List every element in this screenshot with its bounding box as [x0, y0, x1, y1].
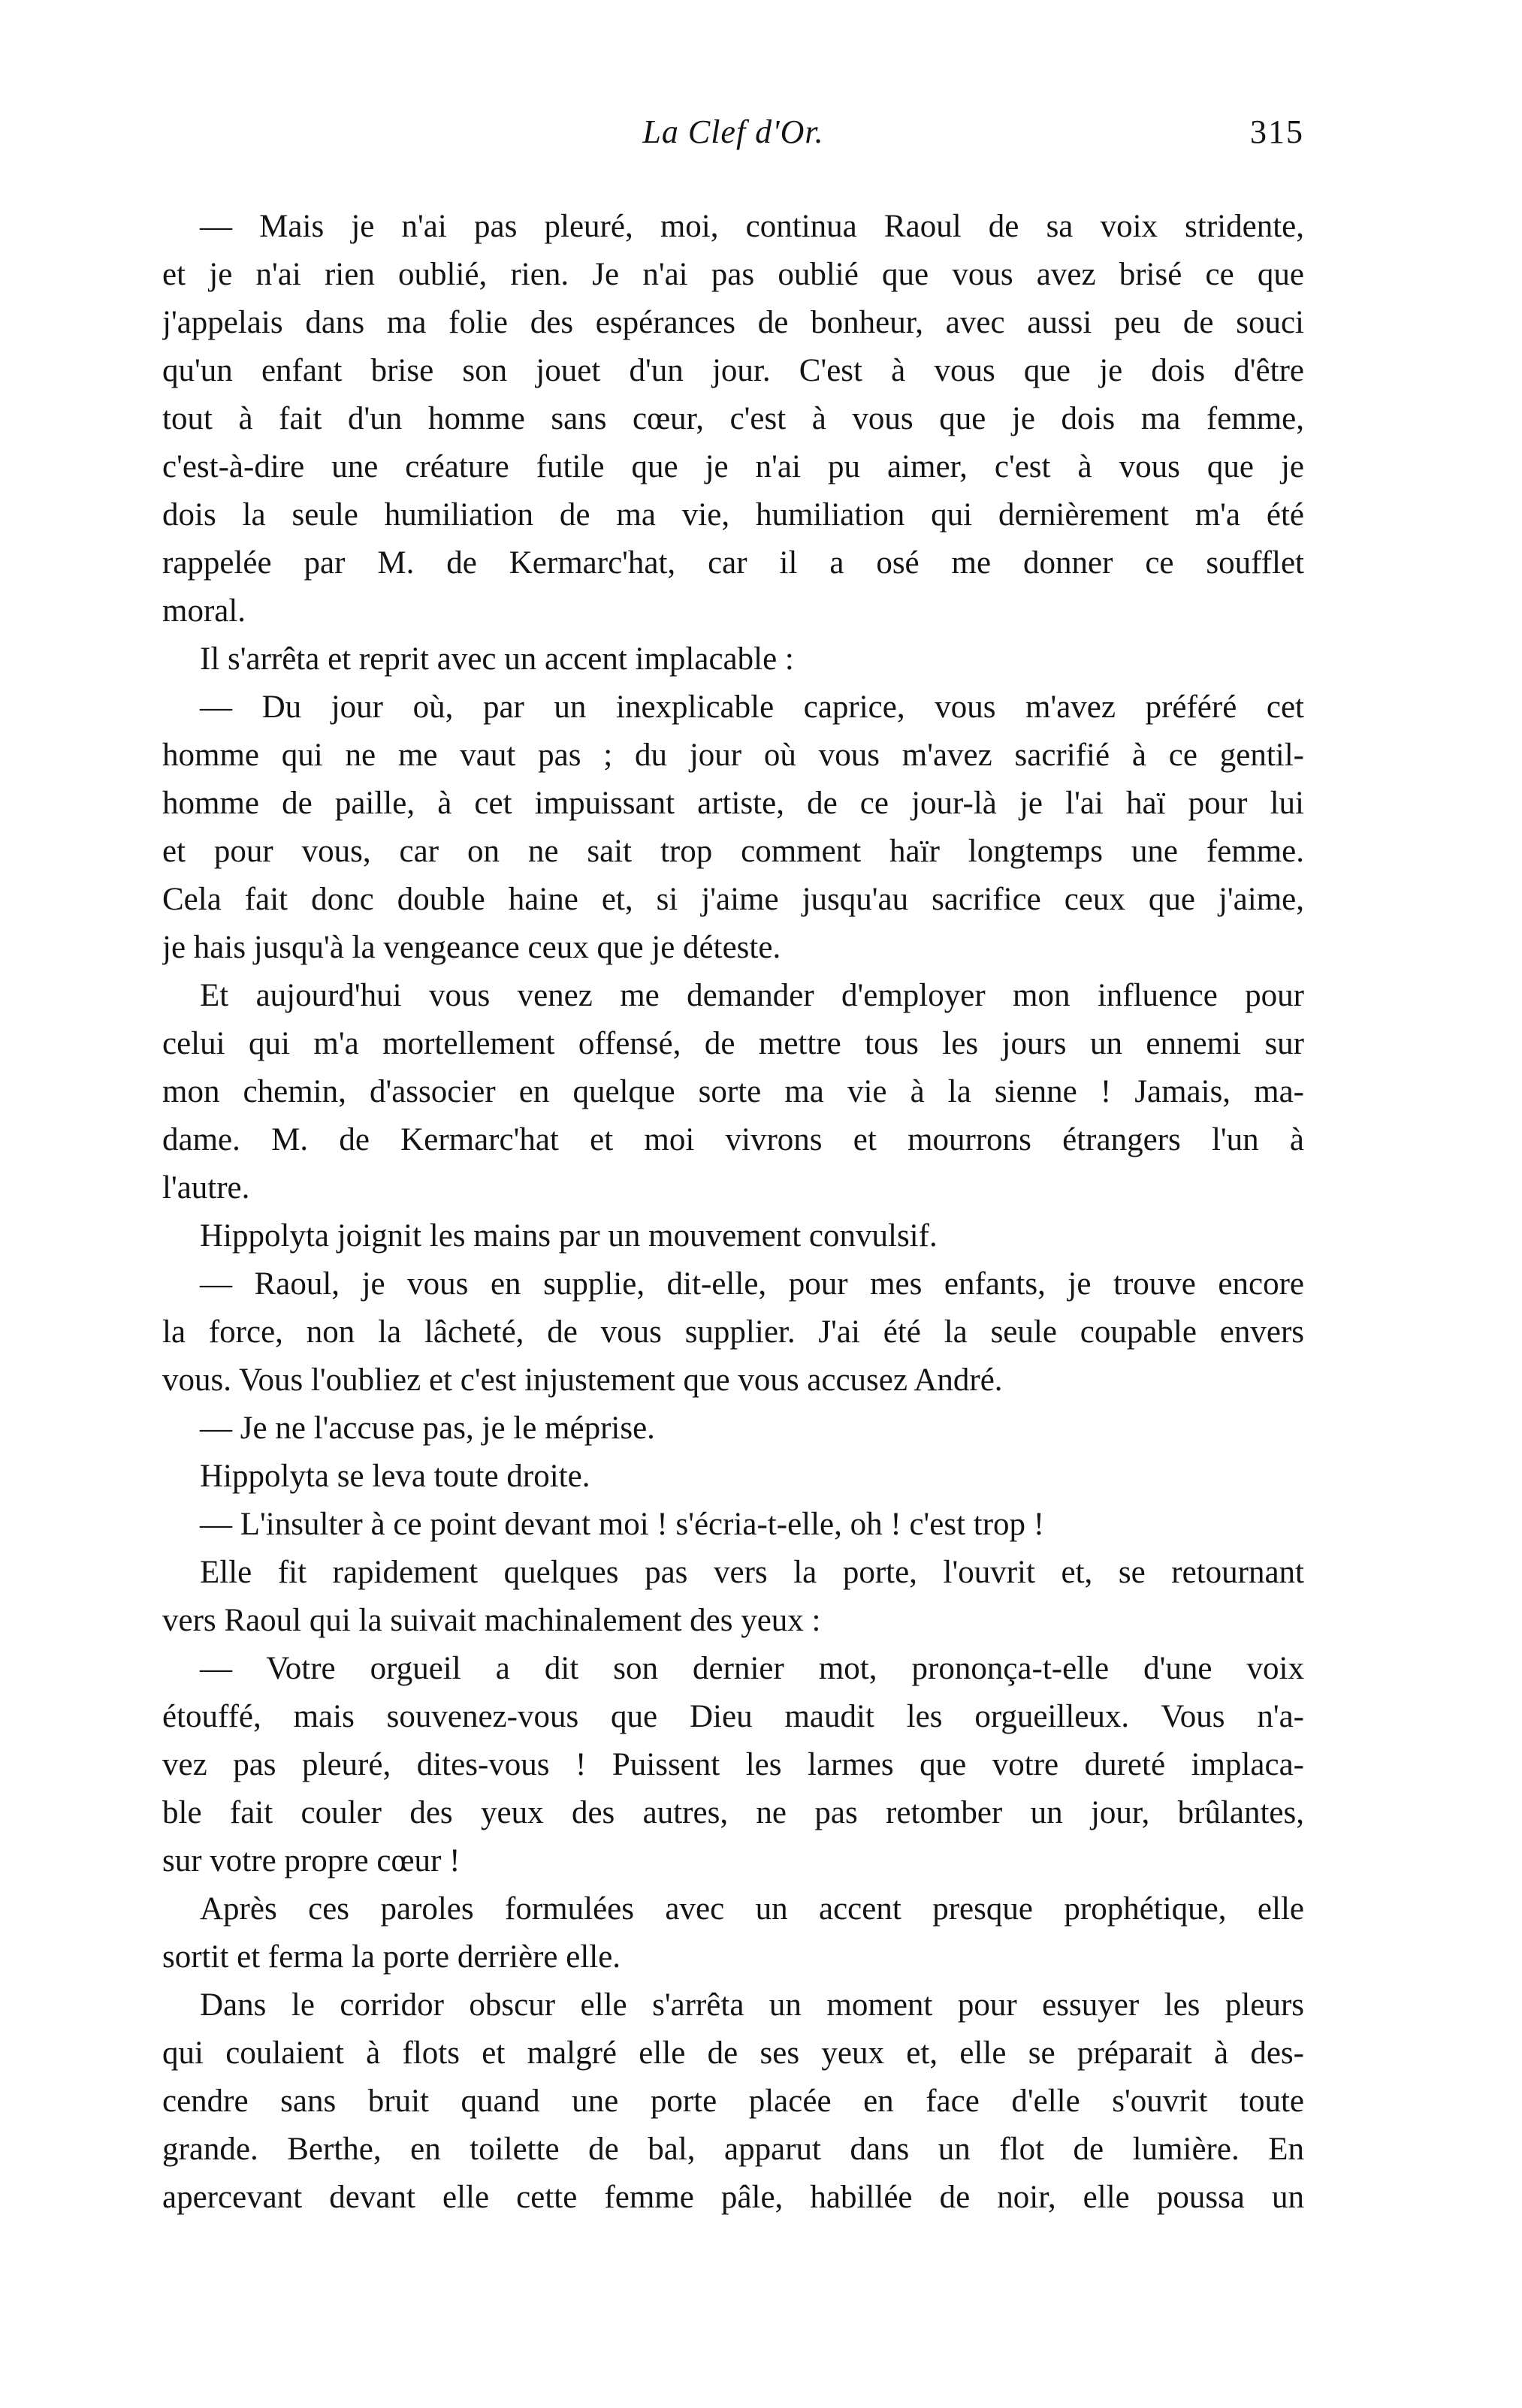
- text-line: — L'insulter à ce point devant moi ! s'écria-t-elle, oh ! c'est trop !: [200, 1507, 1045, 1542]
- text-line: homme de paille, à cet impuissant artiste, de ce jour-là je l'ai haï pour lui: [162, 786, 1304, 821]
- text-line: — Mais je n'ai pas pleuré, moi, continua Raoul de sa voix stridente,: [200, 209, 1304, 244]
- text-line: dame. M. de Kermarc'hat et moi vivrons et mourrons étrangers l'un à: [162, 1122, 1304, 1157]
- text-line: dois la seule humiliation de ma vie, humiliation qui dernièrement m'a été: [162, 497, 1304, 533]
- text-line: et pour vous, car on ne sait trop comment haïr longtemps une femme.: [162, 834, 1304, 869]
- text-line: Après ces paroles formulées avec un accent presque prophétique, elle: [200, 1891, 1304, 1927]
- page-number: 315: [1250, 113, 1304, 150]
- text-line: Elle fit rapidement quelques pas vers la porte, l'ouvrit et, se retournant: [200, 1555, 1304, 1590]
- text-line: la force, non la lâcheté, de vous supplier. J'ai été la seule coupable envers: [162, 1314, 1304, 1350]
- running-head: [162, 113, 1304, 165]
- text-line: Cela fait donc double haine et, si j'aime jusqu'au sacrifice ceux que j'aime,: [162, 882, 1304, 917]
- running-title: La Clef d'Or.: [642, 113, 824, 150]
- text-line: qu'un enfant brise son jouet d'un jour. C'est à vous que je dois d'être: [162, 353, 1304, 388]
- text-line: sortit et ferma la porte derrière elle.: [162, 1939, 621, 1975]
- text-line: Hippolyta se leva toute droite.: [200, 1459, 590, 1494]
- text-line: moral.: [162, 593, 246, 629]
- text-line: je hais jusqu'à la vengeance ceux que je déteste.: [162, 930, 781, 965]
- text-line: Et aujourd'hui vous venez me demander d'employer mon influence pour: [200, 978, 1304, 1013]
- text-line: l'autre.: [162, 1170, 250, 1206]
- text-line: vers Raoul qui la suivait machinalement des yeux :: [162, 1603, 821, 1638]
- text-line: qui coulaient à flots et malgré elle de ses yeux et, elle se préparait à des-: [162, 2035, 1304, 2071]
- text-line: vez pas pleuré, dites-vous ! Puissent les larmes que votre dureté implaca-: [162, 1747, 1304, 1782]
- text-line: étouffé, mais souvenez-vous que Dieu maudit les orgueilleux. Vous n'a-: [162, 1699, 1304, 1734]
- text-line: celui qui m'a mortellement offensé, de mettre tous les jours un ennemi sur: [162, 1026, 1304, 1061]
- text-line: — Votre orgueil a dit son dernier mot, prononça-t-elle d'une voix: [200, 1651, 1304, 1686]
- text-line: Dans le corridor obscur elle s'arrêta un moment pour essuyer les pleurs: [200, 1987, 1304, 2023]
- text-line: Il s'arrêta et reprit avec un accent implacable :: [200, 641, 794, 677]
- text-line: — Du jour où, par un inexplicable caprice, vous m'avez préféré cet: [200, 690, 1304, 725]
- text-line: Hippolyta joignit les mains par un mouvement convulsif.: [200, 1218, 938, 1254]
- text-line: c'est-à-dire une créature futile que je n'ai pu aimer, c'est à vous que je: [162, 449, 1304, 484]
- text-line: mon chemin, d'associer en quelque sorte ma vie à la sienne ! Jamais, ma-: [162, 1074, 1304, 1109]
- text-line: — Je ne l'accuse pas, je le méprise.: [200, 1411, 655, 1446]
- text-line: tout à fait d'un homme sans cœur, c'est à vous que je dois ma femme,: [162, 401, 1304, 436]
- text-line: cendre sans bruit quand une porte placée en face d'elle s'ouvrit toute: [162, 2084, 1304, 2119]
- text-line: sur votre propre cœur !: [162, 1843, 461, 1878]
- text-line: — Raoul, je vous en supplie, dit-elle, pour mes enfants, je trouve encore: [200, 1266, 1304, 1302]
- text-line: ble fait couler des yeux des autres, ne pas retomber un jour, brûlantes,: [162, 1795, 1304, 1830]
- text-line: apercevant devant elle cette femme pâle, habillée de noir, elle poussa un: [162, 2180, 1304, 2215]
- text-line: j'appelais dans ma folie des espérances de bonheur, avec aussi peu de souci: [162, 305, 1304, 340]
- text-line: et je n'ai rien oublié, rien. Je n'ai pas oublié que vous avez brisé ce que: [162, 257, 1304, 292]
- text-line: homme qui ne me vaut pas ; du jour où vous m'avez sacrifié à ce gentil-: [162, 738, 1304, 773]
- body-text: [162, 203, 1304, 2222]
- text-line: grande. Berthe, en toilette de bal, apparut dans un flot de lumière. En: [162, 2132, 1304, 2167]
- text-line: vous. Vous l'oubliez et c'est injustement que vous accusez André.: [162, 1362, 1003, 1398]
- text-line: rappelée par M. de Kermarc'hat, car il a osé me donner ce soufflet: [162, 545, 1304, 581]
